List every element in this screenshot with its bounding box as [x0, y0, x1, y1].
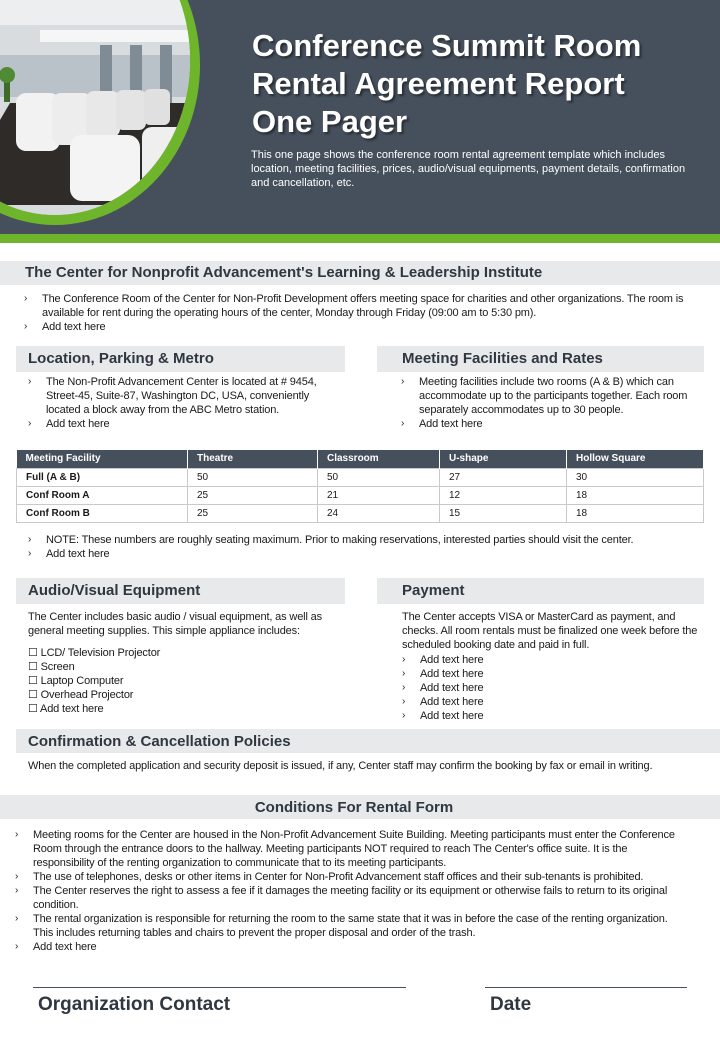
table-cell: 18: [567, 504, 704, 522]
chevron-right-icon: ›: [24, 293, 28, 304]
table-cell: 21: [318, 486, 440, 504]
chevron-right-icon: ›: [402, 696, 406, 707]
list-item: › NOTE: These numbers are roughly seating maximum. Prior to making reservations, interested parties should visit the center.: [28, 534, 634, 546]
checkbox-icon: ☐: [28, 675, 41, 687]
chevron-right-icon: ›: [401, 376, 405, 387]
page-subtitle: This one page shows the conference room rental agreement template which includes location, meeting facilities, prices, audio/visual equipments, payment details, confirmation and cancellation, etc.: [251, 149, 686, 189]
table-cell: 25: [188, 504, 318, 522]
page-title: Conference Summit Room Rental Agreement Report One Pager: [252, 28, 642, 139]
institute-heading: The Center for Nonprofit Advancement's Learning & Leadership Institute: [25, 264, 543, 281]
list-item: › Add text here: [402, 696, 484, 708]
table-cell: 50: [188, 468, 318, 486]
institute-bullets: [24, 292, 694, 334]
table-cell: 24: [318, 504, 440, 522]
chevron-right-icon: ›: [402, 654, 406, 665]
list-item: › The use of telephones, desks or other items in Center for Non-Profit Advancement staff offices and their sub-tenants is prohibited.: [15, 871, 644, 883]
payment-heading: Payment: [402, 582, 465, 599]
table-cell: Full (A & B): [17, 468, 188, 486]
table-cell: 15: [440, 504, 567, 522]
table-cell: 27: [440, 468, 567, 486]
checkbox-icon: ☐: [28, 689, 41, 701]
table-header: Meeting Facility: [17, 450, 188, 468]
chevron-right-icon: ›: [28, 376, 32, 387]
payment-intro: The Center accepts VISA or MasterCard as payment, and checks. All room rentals must be finalized one week before the scheduled booking date and paid in full.: [402, 611, 698, 651]
table-cell: 30: [567, 468, 704, 486]
payment-bullets: [402, 653, 702, 723]
av-equipment-list: [28, 646, 328, 716]
list-item: ☐ Screen: [28, 661, 75, 673]
av-heading: Audio/Visual Equipment: [28, 582, 201, 599]
chevron-right-icon: ›: [28, 548, 32, 559]
table-notes: [28, 533, 716, 561]
checkbox-icon: ☐: [28, 703, 41, 715]
list-item: ☐ Overhead Projector: [28, 689, 134, 701]
table-row: [17, 486, 704, 504]
list-item: › Meeting rooms for the Center are housed in the Non-Profit Advancement Suite Building. Meeting participants must enter the Conference Room through the entrance doors to the hallway. Meeting participants NOT required to reach The Center's office suite. It is the responsibility of the renting organization to communicate that to its meeting participants.: [15, 829, 675, 869]
conditions-heading: Conditions For Rental Form: [254, 799, 454, 816]
date-signature-line: [485, 987, 687, 988]
organization-contact-label: Organization Contact: [38, 994, 231, 1015]
facilities-bullets: [401, 375, 701, 431]
facility-rates-table: [16, 450, 704, 523]
list-item: › The Non-Profit Advancement Center is located at # 9454, Street-45, Suite-87, Washington DC, USA, conveniently located a block away from the ABC Metro station.: [28, 376, 317, 416]
table-row: [17, 504, 704, 522]
list-item: › Add text here: [15, 941, 97, 953]
chevron-right-icon: ›: [15, 941, 19, 952]
confirmation-text: When the completed application and security deposit is issued, if any, Center staff may confirm the booking by fax or email in writing.: [28, 760, 653, 772]
list-item: › Meeting facilities include two rooms (A & B) which can accommodate up to the participants together. Each room separately accommodates up to 30 people.: [401, 376, 688, 416]
table-cell: 50: [318, 468, 440, 486]
chevron-right-icon: ›: [28, 418, 32, 429]
table-cell: Conf Room B: [17, 504, 188, 522]
conditions-bullets: [15, 828, 685, 954]
location-heading-band: [16, 346, 345, 372]
checkbox-icon: ☐: [28, 661, 41, 673]
table-header: Hollow Square: [567, 450, 704, 468]
list-item: › Add text here: [402, 682, 484, 694]
facilities-heading: Meeting Facilities and Rates: [402, 350, 603, 367]
confirmation-heading: Confirmation & Cancellation Policies: [28, 733, 291, 750]
chevron-right-icon: ›: [15, 885, 19, 896]
table-header: Classroom: [318, 450, 440, 468]
accent-bar: [0, 234, 720, 243]
av-heading-band: [16, 578, 345, 604]
table-header: Theatre: [188, 450, 318, 468]
list-item: › Add text here: [402, 710, 484, 722]
payment-heading-band: [377, 578, 704, 604]
chevron-right-icon: ›: [402, 682, 406, 693]
av-intro: The Center includes basic audio / visual equipment, as well as general meeting supplies. This simple appliance includes:: [28, 611, 322, 637]
list-item: ☐ Add text here: [28, 703, 104, 715]
chevron-right-icon: ›: [24, 321, 28, 332]
table-row: [17, 468, 704, 486]
chevron-right-icon: ›: [28, 534, 32, 545]
chevron-right-icon: ›: [15, 829, 19, 840]
list-item: ☐ Laptop Computer: [28, 675, 124, 687]
list-item: › Add text here: [24, 321, 106, 333]
organization-signature-line: [33, 987, 406, 988]
date-label: Date: [490, 994, 532, 1015]
list-item: ☐ LCD/ Television Projector: [28, 647, 161, 659]
list-item: › Add text here: [402, 668, 484, 680]
list-item: › The rental organization is responsible for returning the room to the same state that it was in before the case of the renting organization. This includes returning tables and chairs to prevent the proper disposal and order of the trash.: [15, 913, 668, 939]
table-header-row: [17, 450, 704, 468]
table-cell: 12: [440, 486, 567, 504]
table-header: U-shape: [440, 450, 567, 468]
chevron-right-icon: ›: [401, 418, 405, 429]
chevron-right-icon: ›: [15, 871, 19, 882]
chevron-right-icon: ›: [402, 710, 406, 721]
checkbox-icon: ☐: [28, 647, 41, 659]
table-cell: 18: [567, 486, 704, 504]
facilities-heading-band: [377, 346, 704, 372]
list-item: › Add text here: [401, 418, 483, 430]
list-item: › Add text here: [28, 418, 110, 430]
list-item: › The Center reserves the right to assess a fee if it damages the meeting facility or its equipment or otherwise fails to return to its original condition.: [15, 885, 668, 911]
location-heading: Location, Parking & Metro: [28, 350, 214, 367]
list-item: › Add text here: [402, 654, 484, 666]
table-cell: Conf Room A: [17, 486, 188, 504]
table-cell: 25: [188, 486, 318, 504]
location-bullets: [28, 375, 328, 431]
list-item: › Add text here: [28, 548, 110, 560]
chevron-right-icon: ›: [402, 668, 406, 679]
list-item: › The Conference Room of the Center for Non-Profit Development offers meeting space for charities and other organizations. The room is available for rent during the operating hours of the center, Monday through Friday (09:00 am to 5:30 pm).: [24, 293, 684, 319]
chevron-right-icon: ›: [15, 913, 19, 924]
